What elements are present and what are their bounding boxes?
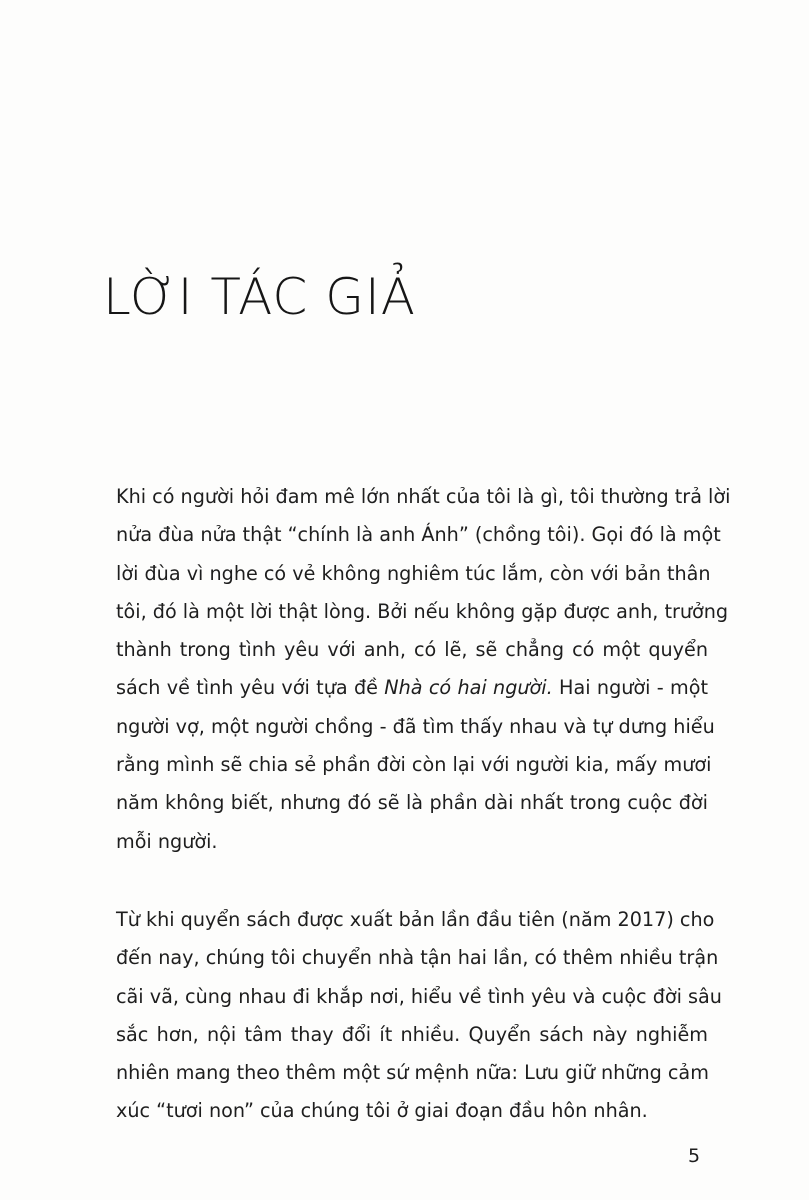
text-line: sắc hơn, nội tâm thay đổi ít nhiều. Quyển sách này nghiễm [116,1022,708,1046]
text-line: Khi có người hỏi đam mê lớn nhất của tôi là gì, tôi thường trả lời [116,485,731,508]
text-line: Từ khi quyển sách được xuất bản lần đầu tiên (năm 2017) cho [116,908,715,931]
text-line: đến nay, chúng tôi chuyển nhà tận hai lần, có thêm nhiều trận [116,946,719,970]
text-line: xúc “tươi non” của chúng tôi ở giai đoạn đầu hôn nhân. [116,1099,648,1123]
text-line [116,669,708,707]
text-line: mỗi người. [116,829,218,853]
text-line: năm không biết, nhưng đó sẽ là phần dài nhất trong cuộc đời [116,791,708,815]
text-segment: sách về tình yêu với tựa đề [116,676,385,700]
paragraph-1 [116,478,731,861]
text-line: người vợ, một người chồng - đã tìm thấy nhau và tự dưng hiểu [116,714,715,738]
paragraph-2 [116,901,722,1131]
text-line: nửa đùa nửa thật “chính là anh Ánh” (chồng tôi). Gọi đó là một [116,523,721,547]
book-title-italic: Nhà có hai người. [384,676,553,700]
chapter-title: LỜI TÁC GIẢ [103,268,416,326]
text-segment: Hai người - một [552,676,709,700]
text-line: rằng mình sẽ chia sẻ phần đời còn lại với người kia, mấy mươi [116,753,712,777]
page-number: 5 [688,1145,701,1167]
text-line: tôi, đó là một lời thật lòng. Bởi nếu không gặp được anh, trưởng [116,599,729,623]
text-line: nhiên mang theo thêm một sứ mệnh nữa: Lưu giữ những cảm [116,1061,709,1085]
text-line: thành trong tình yêu với anh, có lẽ, sẽ chẳng có một quyển [116,638,708,662]
text-line: cãi vã, cùng nhau đi khắp nơi, hiểu về tình yêu và cuộc đời sâu [116,984,722,1008]
text-line: lời đùa vì nghe có vẻ không nghiêm túc lắm, còn với bản thân [116,561,711,585]
